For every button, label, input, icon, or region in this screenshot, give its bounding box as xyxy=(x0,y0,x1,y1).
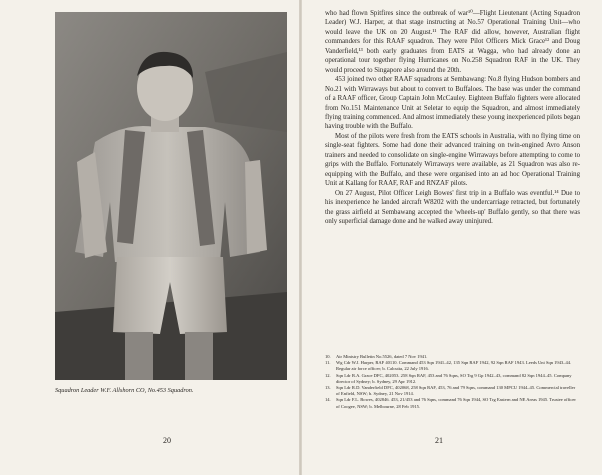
footnote-text: Wg Cdr W.J. Harper, RAF 40110. Command 453 Sqn 1941–42, 135 Sqn RAF 1942, 92 Sqn RAF 1943. Leeds Uni Sqn 1943–44. Regular air force officer; b. Calcutta, 22 July 1916. xyxy=(336,360,572,372)
footnote-number: 12. xyxy=(325,372,331,378)
footnote-text: Sqn Ldr B.A. Grace DFC, 402053. 258 Sqn RAF, 453 and 76 Sqns, SO Trg 9 Gp 1942–43, command 82 Sqn 1944–45. Company director of Sydney; b. Sydney, 29 Apr 1912. xyxy=(336,372,572,384)
page-number-left: 20 xyxy=(163,436,171,445)
paragraph: who had flown Spitfires since the outbreak of war¹⁰—Flight Lieutenant (Acting Squadron Leader) W.J. Harper, at that stage instructing at No.57 Operational Training Unit—who would leave the UK on 20 August.¹¹ The RAF did allow, however, Australian flight commanders for this RAAF squadron. They were Pilot Officers Mick Grace¹² and Doug Vanderfield,¹³ both early graduates from EATS at Wagga, who had already done an operational tour together flying Hurricanes on No.258 Squadron RAF in the UK. They would proceed to Singapore also around the 20th. xyxy=(325,10,580,74)
footnotes xyxy=(325,354,580,410)
footnote-number: 10. xyxy=(325,354,331,359)
footnote-number: 11. xyxy=(325,360,331,366)
footnote-text: Sqn Ldr F.L. Bowes, 402846. 453, 21/453 and 76 Sqns, command 76 Sqn 1944, SO Trg Eastern and NE Areas 1945. Trustee officer of Coogee, NSW; b. Melbourne, 28 Feb 1915. xyxy=(336,397,576,409)
main-text xyxy=(325,9,580,226)
paragraph: 453 joined two other RAAF squadrons at Sembawang: No.8 flying Hudson bombers and No.21 with Wirraways but about to convert to Buffaloes. The base was under the command of a RAAF officer, Group Captain John McCauley. Eighteen Buffalo fighters were allocated from No.151 Maintenance Unit at Seletar to equip the Squadron, and almost immediately flying training commenced. And almost immediately these young inexperienced pilots began having trouble with the Buffalo. xyxy=(325,76,580,131)
footnote xyxy=(325,360,580,372)
footnote xyxy=(325,397,580,409)
portrait-photo xyxy=(55,12,287,380)
footnote-number: 14. xyxy=(325,397,331,403)
page-number-right: 21 xyxy=(435,436,443,445)
left-page xyxy=(0,0,299,475)
photo-caption: Squadron Leader W.F. Allshorn CO, No.453 Squadron. xyxy=(55,387,194,394)
footnote xyxy=(325,373,580,385)
footnote-number: 13. xyxy=(325,385,331,391)
portrait-photo-image xyxy=(55,12,287,380)
paragraph: Most of the pilots were fresh from the EATS schools in Australia, with no flying time on single-seat fighters. Some had done their advanced training on twin-engined Avro Anson trainers and needed to consolidate on single-engine Wirraways before attempting to come to grips with the Buffalo. Fortunately Wirraways were available, as 21 Squadron was also re-equipping with the Buffalo, and these were organised into an ad hoc Operational Training Unit at Kallang for RAAF, RAF and RNZAF pilots. xyxy=(325,132,580,188)
footnote-text: Sqn Ldr R.D. Vanderfield DFC, 402068, 258 Sqn RAF, 453, 76 and 79 Sqns, command 130 MPCU 1944–45. Commercial traveller of Enfield, NSW; b. Sydney, 21 Nov 1914. xyxy=(336,385,576,397)
footnote xyxy=(325,385,580,397)
footnote-text: Air Ministry Bulletin No.5526, dated 7 Nov 1941. xyxy=(336,354,428,359)
paragraph: On 27 August, Pilot Officer Leigh Bowes' first trip in a Buffalo was eventful.¹⁴ Due to his inexperience he landed aircraft W8202 with the undercarriage retracted, but fortunately the grass airfield at Sembawang accepted the 'wheels-up' Buffalo gently, so that there was only superficial damage done and he walked away uninjured. xyxy=(325,189,580,225)
